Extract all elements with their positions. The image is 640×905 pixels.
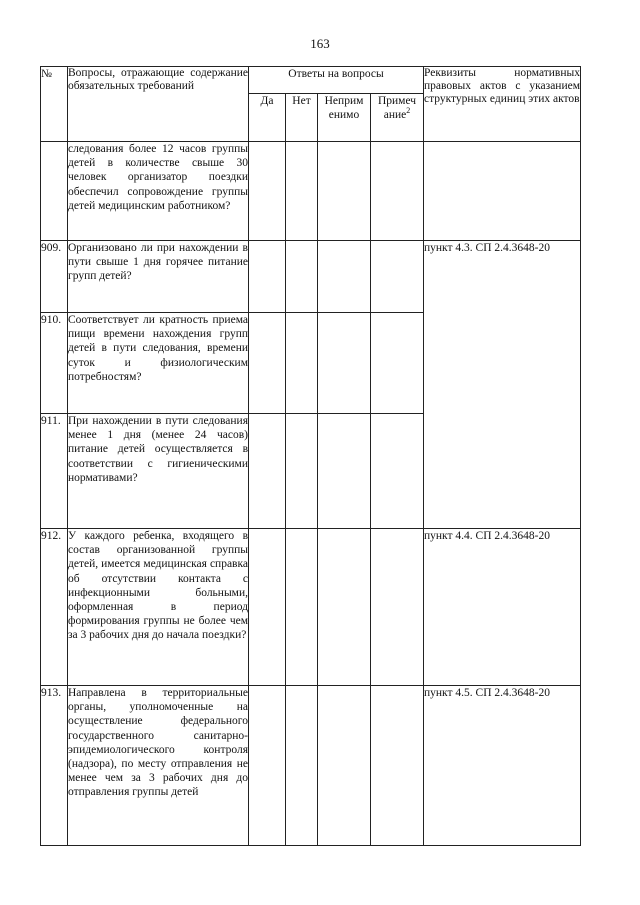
answer-no-cell[interactable] <box>286 686 318 846</box>
answer-not-applicable-cell[interactable] <box>318 414 371 529</box>
header-note: Примеч ание$^2$ <box>371 94 424 142</box>
row-question: Организовано ли при нахождении в пути свыше 1 дня горячее питание групп детей? <box>68 241 249 313</box>
answer-note-cell[interactable] <box>371 142 424 241</box>
answer-not-applicable-cell[interactable] <box>318 686 371 846</box>
row-number: 911. <box>41 414 68 529</box>
answer-note-cell[interactable] <box>371 241 424 313</box>
answer-no-cell[interactable] <box>286 313 318 414</box>
table-row <box>41 686 581 846</box>
answer-yes-cell[interactable] <box>249 414 286 529</box>
row-question: У каждого ребенка, входящего в состав организованной группы детей, имеется медицинская справка об отсутствии контакта с инфекционными больными, оформленная в период формирования группы не более чем за 3 рабочих дня до начала поездки? <box>68 529 249 686</box>
requirements-table <box>40 66 581 846</box>
answer-not-applicable-cell[interactable] <box>318 142 371 241</box>
row-number: 912. <box>41 529 68 686</box>
page-number: 163 <box>310 36 330 51</box>
row-number: 910. <box>41 313 68 414</box>
header-no: Нет <box>286 94 318 142</box>
answer-note-cell[interactable] <box>371 414 424 529</box>
row-question: При нахождении в пути следования менее 1 дня (менее 24 часов) питание детей осуществляется в соответствии с гигиеническими нормативами? <box>68 414 249 529</box>
header-yes: Да <box>249 94 286 142</box>
answer-no-cell[interactable] <box>286 241 318 313</box>
header-not-applicable: Неприм енимо <box>318 94 371 142</box>
header-reference: Реквизиты нормативных правовых актов с указанием структурных единиц этих актов <box>424 67 581 142</box>
answer-note-cell[interactable] <box>371 313 424 414</box>
header-answers: Ответы на вопросы <box>249 67 424 94</box>
answer-not-applicable-cell[interactable] <box>318 313 371 414</box>
answer-not-applicable-cell[interactable] <box>318 529 371 686</box>
answer-no-cell[interactable] <box>286 529 318 686</box>
row-question: следования более 12 часов группы детей в количестве свыше 30 человек организатор поездки обеспечил сопровождение группы детей медицинским работником? <box>68 142 249 241</box>
row-reference: пункт 4.5. СП 2.4.3648-20 <box>424 686 581 846</box>
answer-not-applicable-cell[interactable] <box>318 241 371 313</box>
table-row <box>41 142 581 241</box>
row-question: Соответствует ли кратность приема пищи времени нахождения групп детей в пути следования, времени суток и физиологическим потребностям? <box>68 313 249 414</box>
row-question: Направлена в территориальные органы, уполномоченные на осуществление федерального государственного санитарно-эпидемиологического контроля (надзора), по месту отправления не менее чем за 3 рабочих дня до отправления группы детей <box>68 686 249 846</box>
answer-yes-cell[interactable] <box>249 241 286 313</box>
header-question: Вопросы, отражающие содержание обязательных требований <box>68 67 249 142</box>
answer-note-cell[interactable] <box>371 529 424 686</box>
answer-yes-cell[interactable] <box>249 529 286 686</box>
answer-yes-cell[interactable] <box>249 142 286 241</box>
row-reference <box>424 142 581 241</box>
answer-yes-cell[interactable] <box>249 313 286 414</box>
answer-yes-cell[interactable] <box>249 686 286 846</box>
table-row <box>41 529 581 686</box>
table-row <box>41 241 581 313</box>
answer-no-cell[interactable] <box>286 414 318 529</box>
answer-no-cell[interactable] <box>286 142 318 241</box>
row-number <box>41 142 68 241</box>
row-reference: пункт 4.3. СП 2.4.3648-20 <box>424 241 581 529</box>
header-num: № <box>41 67 68 142</box>
row-reference: пункт 4.4. СП 2.4.3648-20 <box>424 529 581 686</box>
answer-note-cell[interactable] <box>371 686 424 846</box>
row-number: 909. <box>41 241 68 313</box>
row-number: 913. <box>41 686 68 846</box>
